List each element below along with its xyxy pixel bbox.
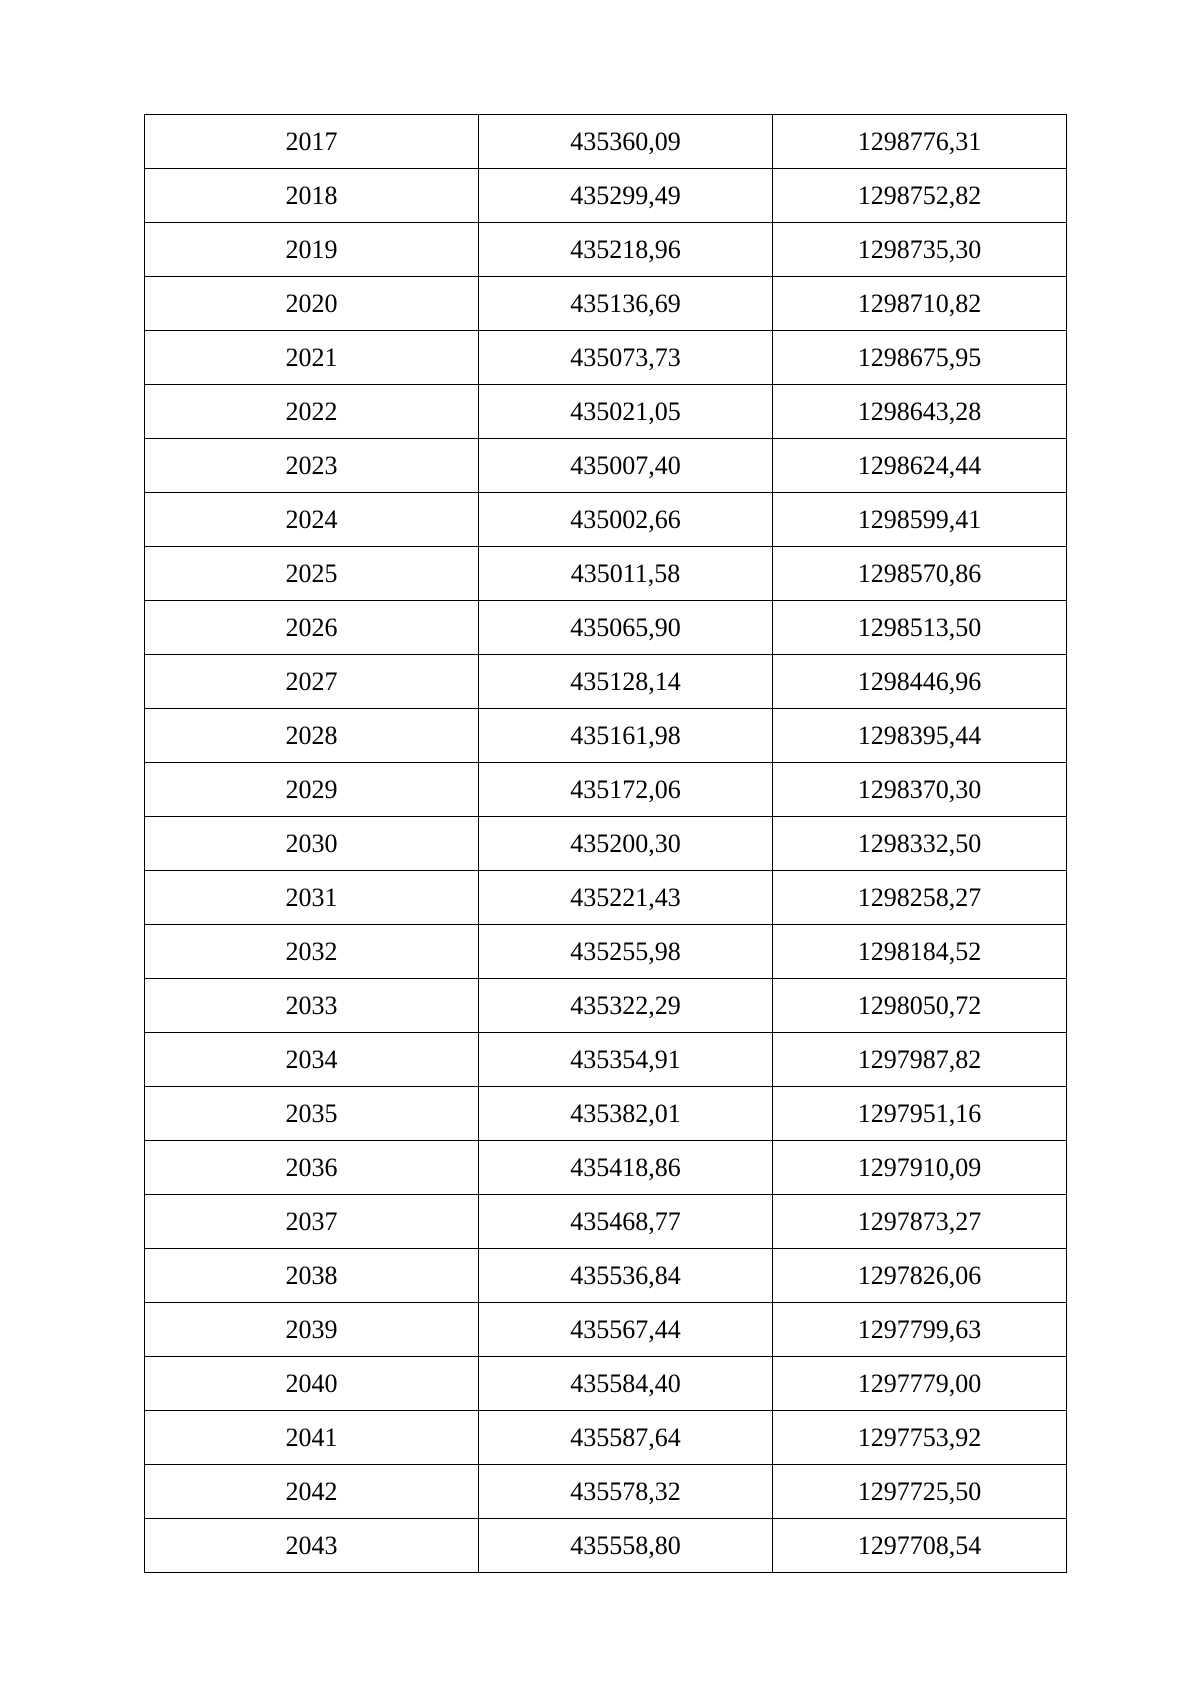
x-coordinate-cell: 435218,96 [479,223,773,277]
point-number-cell: 2022 [145,385,479,439]
x-coordinate-cell: 435468,77 [479,1195,773,1249]
table-row [145,709,1067,763]
y-coordinate-cell: 1298332,50 [773,817,1067,871]
table-row [145,817,1067,871]
point-number-cell: 2027 [145,655,479,709]
y-coordinate-cell: 1298710,82 [773,277,1067,331]
point-number-cell: 2017 [145,115,479,169]
table-row [145,655,1067,709]
table-row [145,1141,1067,1195]
x-coordinate-cell: 435322,29 [479,979,773,1033]
y-coordinate-cell: 1298735,30 [773,223,1067,277]
x-coordinate-cell: 435200,30 [479,817,773,871]
point-number-cell: 2035 [145,1087,479,1141]
x-coordinate-cell: 435299,49 [479,169,773,223]
point-number-cell: 2029 [145,763,479,817]
point-number-cell: 2032 [145,925,479,979]
x-coordinate-cell: 435584,40 [479,1357,773,1411]
point-number-cell: 2024 [145,493,479,547]
x-coordinate-cell: 435128,14 [479,655,773,709]
y-coordinate-cell: 1297799,63 [773,1303,1067,1357]
x-coordinate-cell: 435002,66 [479,493,773,547]
table-row [145,1303,1067,1357]
table-row [145,925,1067,979]
x-coordinate-cell: 435587,64 [479,1411,773,1465]
y-coordinate-cell: 1298370,30 [773,763,1067,817]
point-number-cell: 2026 [145,601,479,655]
y-coordinate-cell: 1297826,06 [773,1249,1067,1303]
x-coordinate-cell: 435578,32 [479,1465,773,1519]
point-number-cell: 2041 [145,1411,479,1465]
y-coordinate-cell: 1297910,09 [773,1141,1067,1195]
table-row [145,1519,1067,1573]
x-coordinate-cell: 435255,98 [479,925,773,979]
y-coordinate-cell: 1298184,52 [773,925,1067,979]
point-number-cell: 2040 [145,1357,479,1411]
table-row [145,1033,1067,1087]
table-row [145,601,1067,655]
x-coordinate-cell: 435536,84 [479,1249,773,1303]
table-row [145,115,1067,169]
table-row [145,979,1067,1033]
point-number-cell: 2038 [145,1249,479,1303]
x-coordinate-cell: 435221,43 [479,871,773,925]
y-coordinate-cell: 1298050,72 [773,979,1067,1033]
point-number-cell: 2033 [145,979,479,1033]
coordinates-table [144,114,1067,1573]
coordinates-table-body [145,115,1067,1573]
point-number-cell: 2042 [145,1465,479,1519]
x-coordinate-cell: 435354,91 [479,1033,773,1087]
y-coordinate-cell: 1298513,50 [773,601,1067,655]
table-row [145,871,1067,925]
x-coordinate-cell: 435360,09 [479,115,773,169]
x-coordinate-cell: 435161,98 [479,709,773,763]
y-coordinate-cell: 1297951,16 [773,1087,1067,1141]
x-coordinate-cell: 435073,73 [479,331,773,385]
point-number-cell: 2021 [145,331,479,385]
table-row [145,223,1067,277]
point-number-cell: 2018 [145,169,479,223]
x-coordinate-cell: 435558,80 [479,1519,773,1573]
point-number-cell: 2020 [145,277,479,331]
y-coordinate-cell: 1298258,27 [773,871,1067,925]
point-number-cell: 2043 [145,1519,479,1573]
x-coordinate-cell: 435007,40 [479,439,773,493]
table-row [145,277,1067,331]
table-row [145,547,1067,601]
point-number-cell: 2019 [145,223,479,277]
y-coordinate-cell: 1298776,31 [773,115,1067,169]
point-number-cell: 2034 [145,1033,479,1087]
x-coordinate-cell: 435418,86 [479,1141,773,1195]
point-number-cell: 2030 [145,817,479,871]
point-number-cell: 2023 [145,439,479,493]
y-coordinate-cell: 1298570,86 [773,547,1067,601]
x-coordinate-cell: 435382,01 [479,1087,773,1141]
point-number-cell: 2025 [145,547,479,601]
y-coordinate-cell: 1297753,92 [773,1411,1067,1465]
table-row [145,493,1067,547]
x-coordinate-cell: 435567,44 [479,1303,773,1357]
point-number-cell: 2028 [145,709,479,763]
y-coordinate-cell: 1298624,44 [773,439,1067,493]
table-row [145,385,1067,439]
point-number-cell: 2037 [145,1195,479,1249]
y-coordinate-cell: 1297708,54 [773,1519,1067,1573]
x-coordinate-cell: 435065,90 [479,601,773,655]
point-number-cell: 2031 [145,871,479,925]
y-coordinate-cell: 1298446,96 [773,655,1067,709]
y-coordinate-cell: 1298643,28 [773,385,1067,439]
table-row [145,1249,1067,1303]
point-number-cell: 2036 [145,1141,479,1195]
y-coordinate-cell: 1298752,82 [773,169,1067,223]
point-number-cell: 2039 [145,1303,479,1357]
y-coordinate-cell: 1297725,50 [773,1465,1067,1519]
table-row [145,763,1067,817]
table-row [145,439,1067,493]
table-row [145,1195,1067,1249]
x-coordinate-cell: 435136,69 [479,277,773,331]
table-row [145,169,1067,223]
x-coordinate-cell: 435021,05 [479,385,773,439]
table-row [145,1087,1067,1141]
table-row [145,1357,1067,1411]
table-row [145,331,1067,385]
table-row [145,1465,1067,1519]
y-coordinate-cell: 1298675,95 [773,331,1067,385]
y-coordinate-cell: 1297779,00 [773,1357,1067,1411]
table-row [145,1411,1067,1465]
y-coordinate-cell: 1297987,82 [773,1033,1067,1087]
y-coordinate-cell: 1297873,27 [773,1195,1067,1249]
y-coordinate-cell: 1298599,41 [773,493,1067,547]
x-coordinate-cell: 435172,06 [479,763,773,817]
y-coordinate-cell: 1298395,44 [773,709,1067,763]
x-coordinate-cell: 435011,58 [479,547,773,601]
